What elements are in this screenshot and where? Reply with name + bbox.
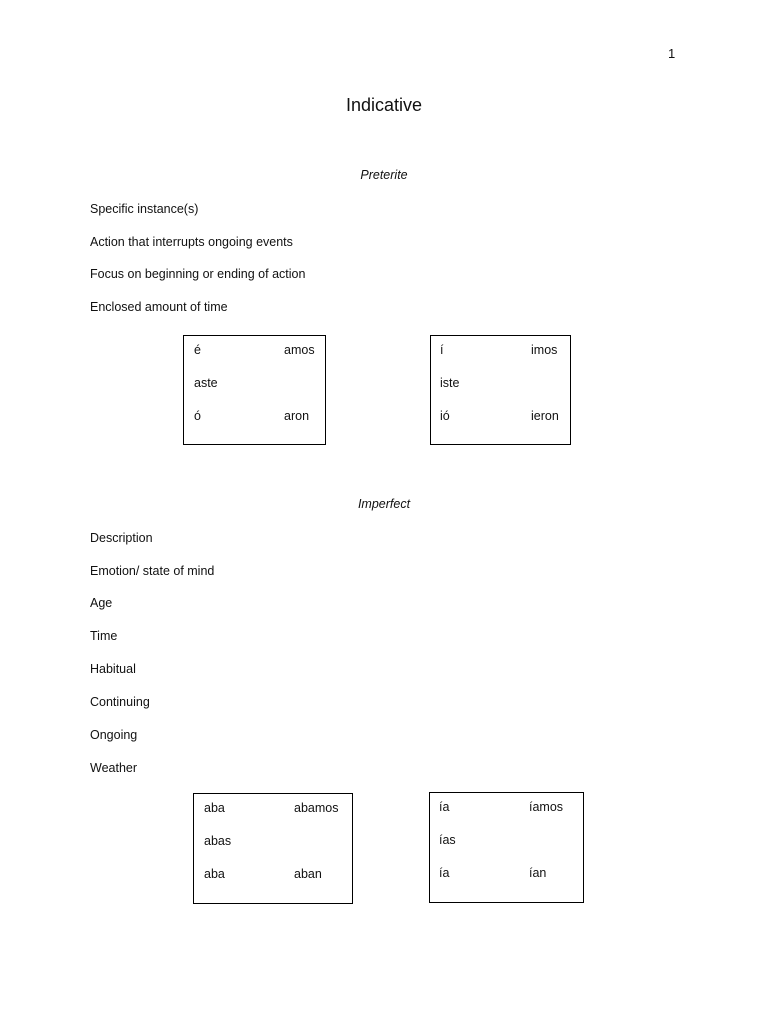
usage-item: Enclosed amount of time [90,300,228,314]
usage-item: Action that interrupts ongoing events [90,235,293,249]
usage-item: Time [90,629,118,643]
ending-cell: ía [439,866,450,880]
imperfect-heading: Imperfect [357,497,411,511]
ending-cell: ó [194,409,201,423]
ending-cell: í [440,343,444,357]
ending-cell: aba [204,801,225,815]
usage-item: Emotion/ state of mind [90,564,215,578]
ending-cell: ía [439,800,450,814]
ending-cell: imos [531,343,558,357]
usage-item: Age [90,596,113,610]
page-title: Indicative [345,95,423,115]
usage-item: Specific instance(s) [90,202,199,216]
ending-cell: aba [204,867,225,881]
ending-cell: ías [439,833,456,847]
usage-item: Description [90,531,153,545]
ending-cell: iste [440,376,460,390]
preterite-heading: Preterite [360,168,408,182]
page-number: 1 [668,46,676,61]
imperfect-er-ir-endings-box [429,792,584,903]
ending-cell: aban [294,867,322,881]
ending-cell: ían [529,866,547,880]
usage-item: Ongoing [90,728,138,742]
usage-item: Focus on beginning or ending of action [90,267,306,281]
usage-item: Habitual [90,662,136,676]
imperfect-ar-endings-box [193,793,353,904]
ending-cell: ieron [531,409,559,423]
ending-cell: aste [194,376,218,390]
ending-cell: aron [284,409,310,423]
ending-cell: ió [440,409,450,423]
ending-cell: íamos [529,800,564,814]
preterite-er-ir-endings-box [430,335,571,445]
preterite-ar-endings-box [183,335,326,445]
usage-item: Weather [90,761,138,775]
ending-cell: abamos [294,801,339,815]
usage-item: Continuing [90,695,150,709]
ending-cell: é [194,343,201,357]
ending-cell: amos [284,343,315,357]
ending-cell: abas [204,834,232,848]
